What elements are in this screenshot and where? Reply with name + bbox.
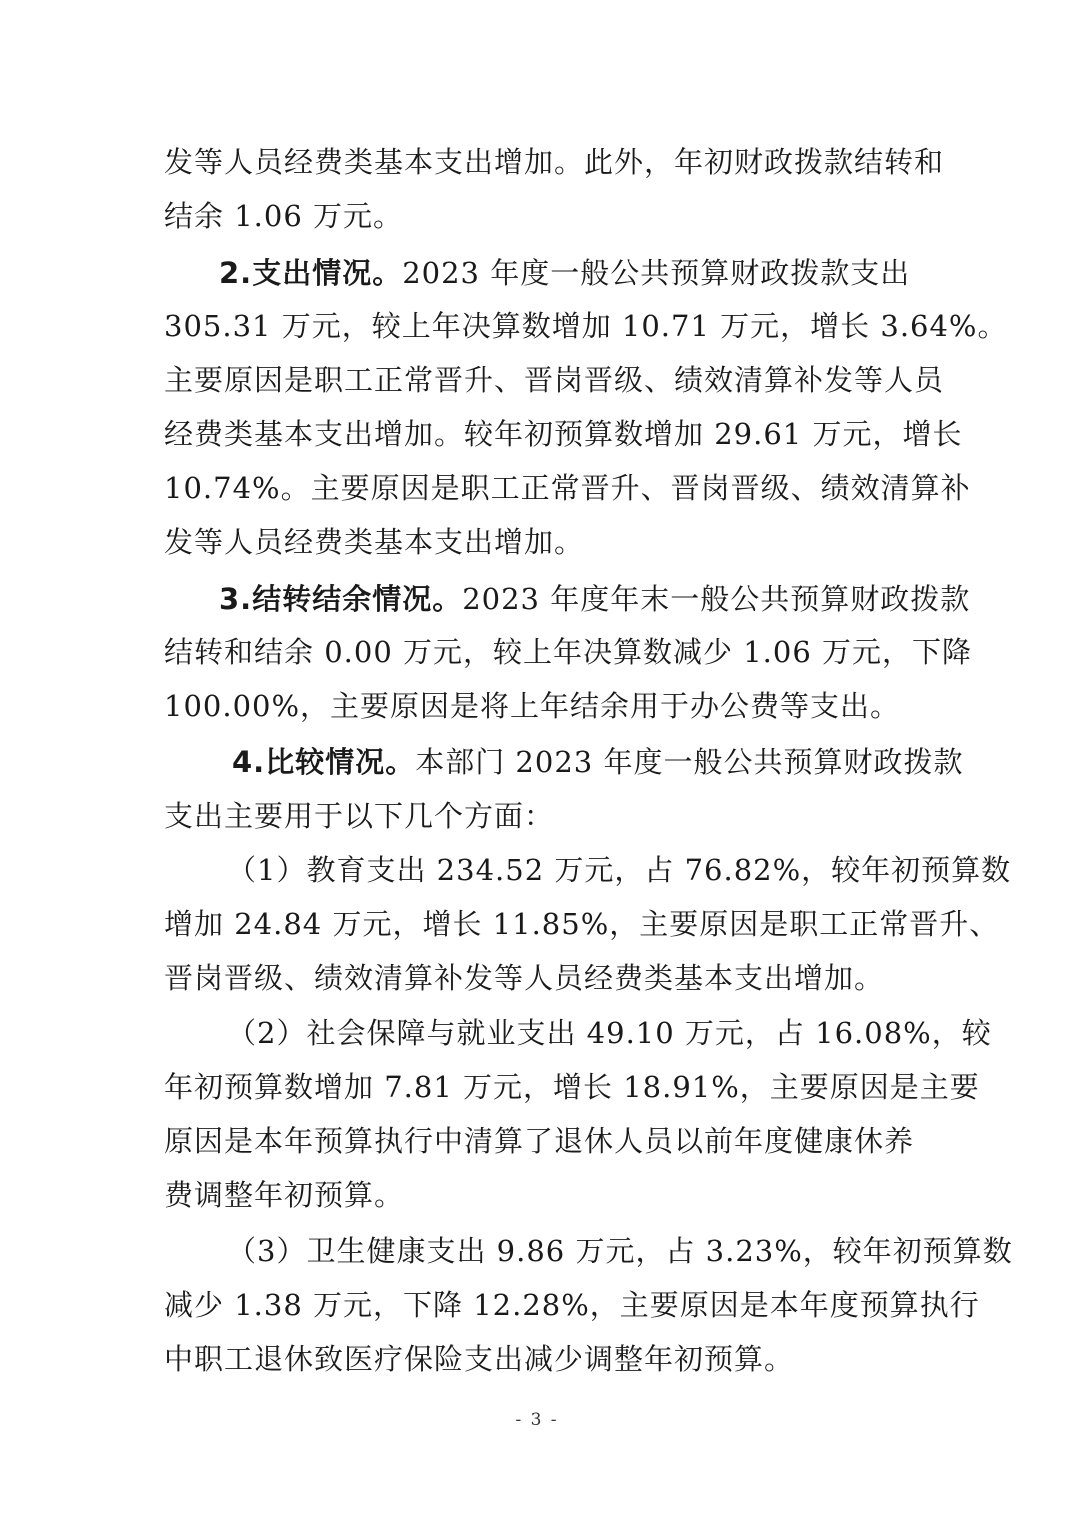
section-heading-expenditure: 2.支出情况。2023 年度一般公共预算财政拨款支出 — [219, 256, 911, 290]
paragraph-line: 305.31 万元，较上年决算数增加 10.71 万元，增长 3.64%。 — [164, 309, 1008, 343]
paragraph-line: 费调整年初预算。 — [164, 1178, 405, 1212]
paragraph-line: 结余 1.06 万元。 — [164, 199, 404, 233]
paragraph-line: 晋岗晋级、绩效清算补发等人员经费类基本支出增加。 — [164, 961, 885, 995]
list-item-social-security: （2）社会保障与就业支出 49.10 万元，占 16.08%，较 — [227, 1016, 992, 1050]
paragraph-line: 支出主要用于以下几个方面： — [164, 799, 555, 833]
section-title: 2.支出情况。 — [219, 256, 403, 290]
section-heading-comparison: 4.比较情况。本部门 2023 年度一般公共预算财政拨款 — [232, 745, 964, 779]
paragraph-line: 100.00%，主要原因是将上年结余用于办公费等支出。 — [164, 689, 901, 723]
section-heading-carryover: 3.结转结余情况。2023 年度年末一般公共预算财政拨款 — [219, 582, 971, 616]
paragraph-line: 减少 1.38 万元，下降 12.28%，主要原因是本年度预算执行 — [164, 1288, 980, 1322]
paragraph-line: 主要原因是职工正常晋升、晋岗晋级、绩效清算补发等人员 — [164, 363, 945, 397]
section-title: 4.比较情况。 — [232, 745, 416, 779]
list-item-education: （1）教育支出 234.52 万元，占 76.82%，较年初预算数 — [227, 853, 1012, 887]
paragraph-line: 发等人员经费类基本支出增加。此外，年初财政拨款结转和 — [164, 145, 945, 179]
paragraph-line: 经费类基本支出增加。较年初预算数增加 29.61 万元，增长 — [164, 417, 963, 451]
list-item-health: （3）卫生健康支出 9.86 万元，占 3.23%，较年初预算数 — [227, 1234, 1013, 1268]
paragraph-line: 原因是本年预算执行中清算了退休人员以前年度健康休养 — [164, 1124, 915, 1158]
paragraph-line: 10.74%。主要原因是职工正常晋升、晋岗晋级、绩效清算补 — [164, 471, 971, 505]
paragraph-line: 中职工退休致医疗保险支出减少调整年初预算。 — [164, 1342, 795, 1376]
paragraph-line: 结转和结余 0.00 万元，较上年决算数减少 1.06 万元，下降 — [164, 635, 973, 669]
paragraph-line: 发等人员经费类基本支出增加。 — [164, 525, 585, 559]
page-number: - 3 - — [515, 1410, 559, 1430]
paragraph-line: 增加 24.84 万元，增长 11.85%，主要原因是职工正常晋升、 — [164, 907, 1000, 941]
section-title: 3.结转结余情况。 — [219, 582, 463, 616]
paragraph-line: 年初预算数增加 7.81 万元，增长 18.91%，主要原因是主要 — [164, 1070, 980, 1104]
